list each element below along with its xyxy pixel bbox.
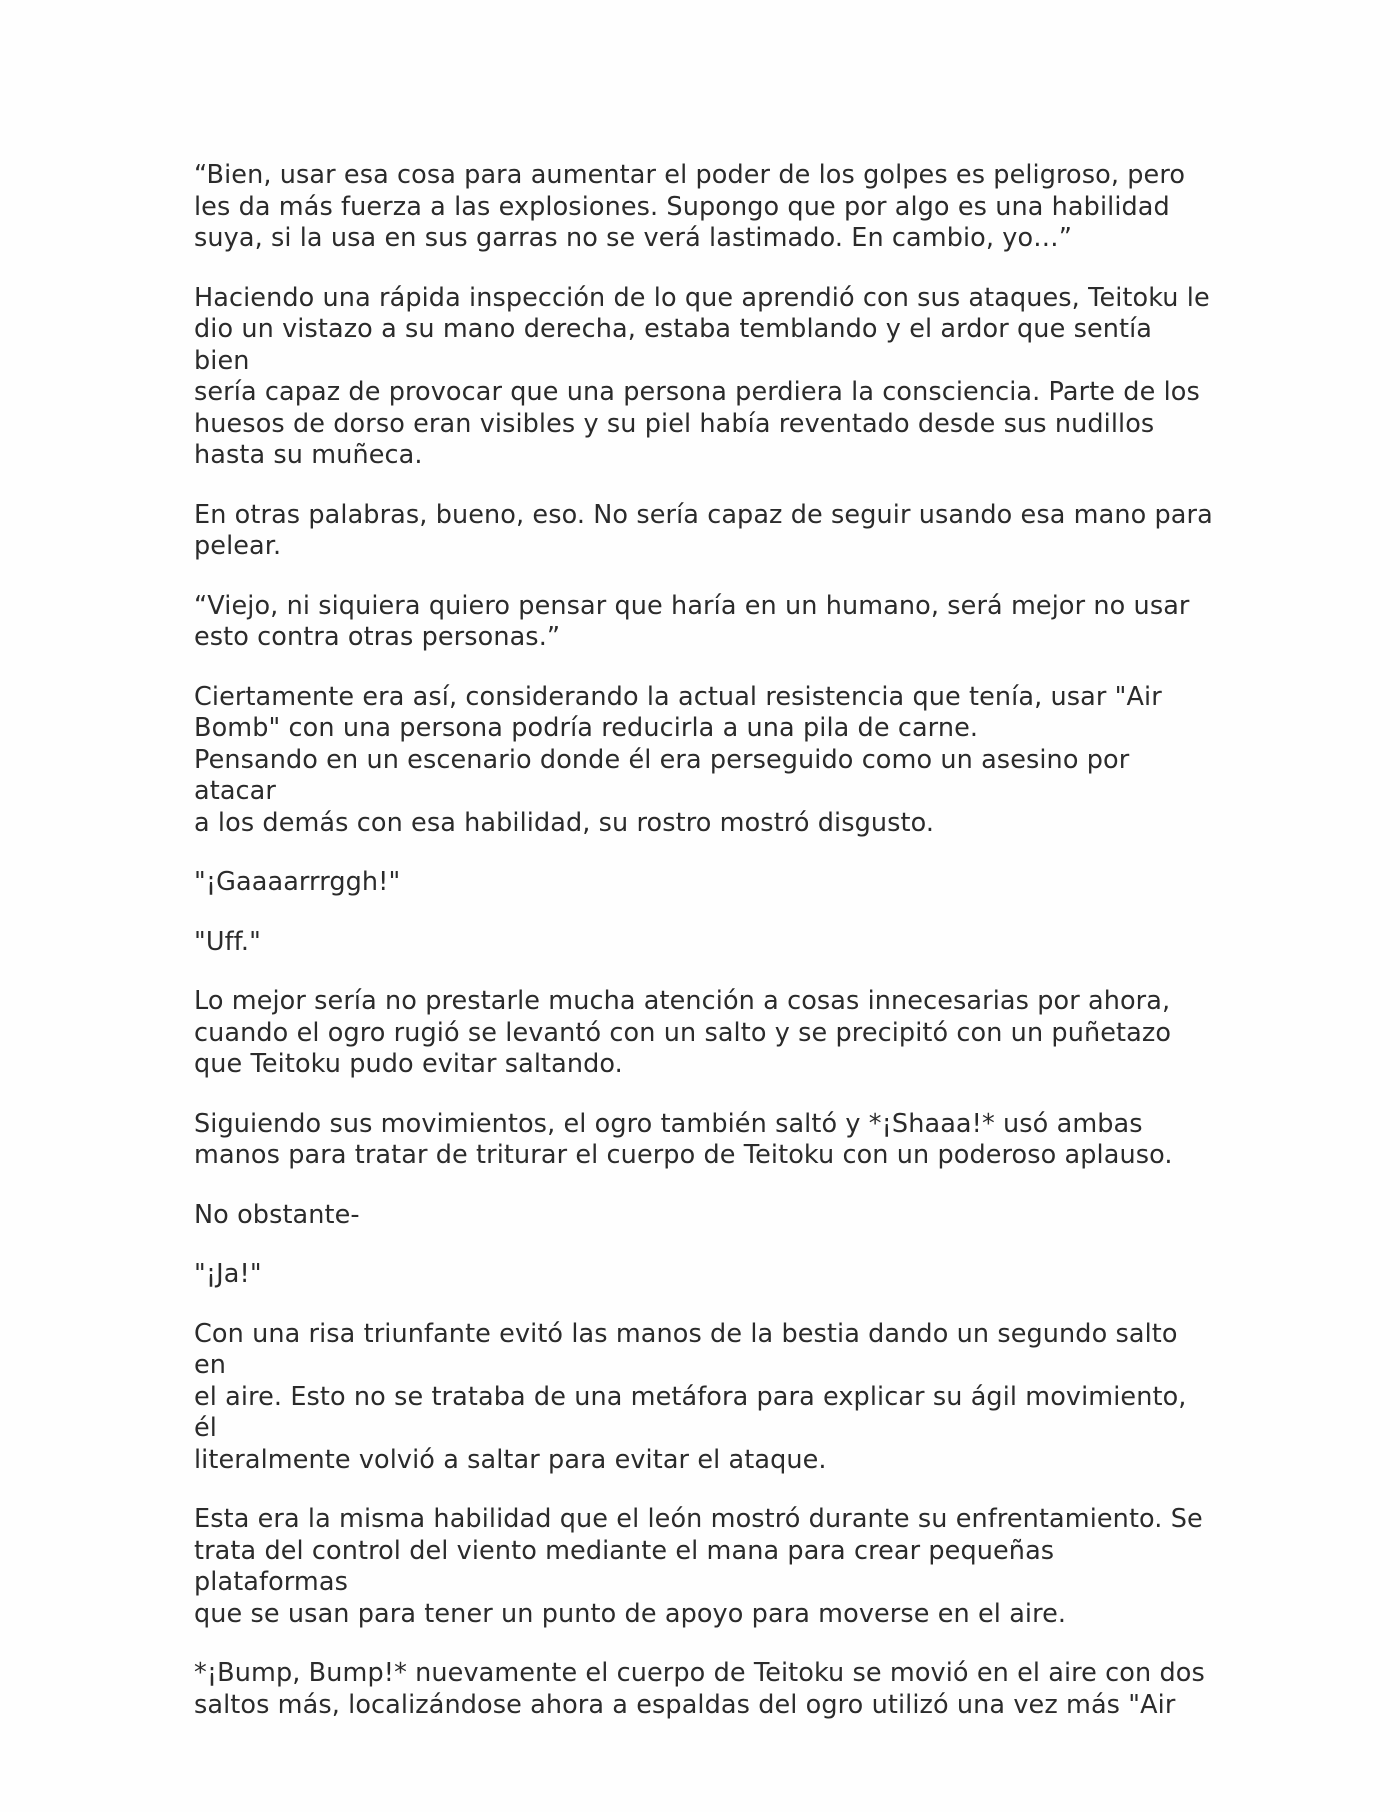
paragraph: “Viejo, ni siquiera quiero pensar que haría en un humano, será mejor no usar esto contra otras personas.” <box>194 590 1190 652</box>
paragraph: "¡Ja!" <box>194 1259 262 1289</box>
paragraph: Ciertamente era así, considerando la actual resistencia que tenía, usar "Air Bomb" con una persona podría reducirla a una pila de carne. Pensando en un escenario donde él era perseguido como un asesino por atacar a los demás con esa habilidad, su rostro mostró disgusto. <box>194 681 1162 838</box>
paragraph: En otras palabras, bueno, eso. No sería capaz de seguir usando esa mano para pelear. <box>194 499 1213 561</box>
paragraph: *¡Bump, Bump!* nuevamente el cuerpo de Teitoku se movió en el aire con dos saltos más, localizándose ahora a espaldas del ogro utilizó una vez más "Air <box>194 1658 1205 1720</box>
paragraph: Con una risa triunfante evitó las manos de la bestia dando un segundo salto en el aire. Esto no se trataba de una metáfora para explicar su ágil movimiento, él literalmente volvió a saltar para evitar el ataque. <box>194 1318 1187 1475</box>
paragraph: "Uff." <box>194 926 261 957</box>
paragraph: No obstante- <box>194 1199 360 1230</box>
paragraph: Lo mejor sería no prestarle mucha atención a cosas innecesarias por ahora, cuando el ogro rugió se levantó con un salto y se precipitó con un puñetazo que Teitoku pudo evitar saltando. <box>194 986 1172 1079</box>
paragraph: Esta era la misma habilidad que el león mostró durante su enfrentamiento. Se trata del control del viento mediante el mana para crear pequeñas plataformas que se usan para tener un punto de apoyo para moverse en el aire. <box>194 1504 1203 1629</box>
paragraph: "¡Gaaaarrrggh!" <box>194 867 401 897</box>
paragraph: Haciendo una rápida inspección de lo que aprendió con sus ataques, Teitoku le dio un vistazo a su mano derecha, estaba temblando y el ardor que sentía bien sería capaz de provocar que una persona perdiera la consciencia. Parte de los huesos de dorso eran visibles y su piel había reventado desde sus nudillos hasta su muñeca. <box>194 282 1210 470</box>
document-body <box>194 160 1214 1749</box>
paragraph: “Bien, usar esa cosa para aumentar el poder de los golpes es peligroso, pero les da más fuerza a las explosiones. Supongo que por algo es una habilidad suya, si la usa en sus garras no se verá lastimado. En cambio, yo…” <box>194 160 1186 253</box>
paragraph: Siguiendo sus movimientos, el ogro también saltó y *¡Shaaa!* usó ambas manos para tratar de triturar el cuerpo de Teitoku con un poderoso aplauso. <box>194 1108 1173 1170</box>
